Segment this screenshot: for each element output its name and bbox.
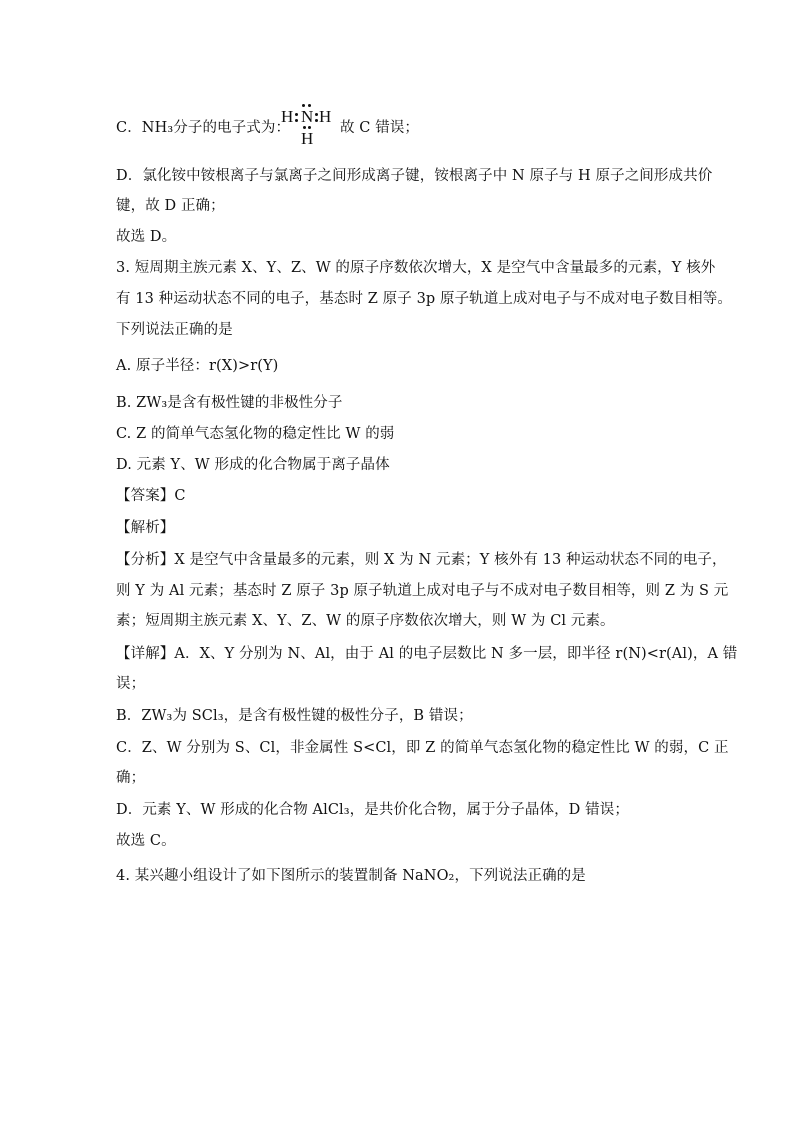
detail-c-cont: 确；	[116, 770, 146, 786]
question-4-stem: 4. 某兴趣小组设计了如下图所示的装置制备 NaNO₂，下列说法正确的是	[116, 868, 586, 884]
detail-c: C．Z、W 分别为 S、Cl，非金属性 S<Cl，即 Z 的简单气态氢化物的稳定性比 W 的弱，C 正	[116, 740, 729, 756]
analysis-label: 【解析】	[116, 520, 175, 536]
question-3-stem: 3. 短周期主族元素 X、Y、Z、W 的原子序数依次增大，X 是空气中含量最多的元素，Y 核外	[116, 260, 716, 276]
q3-option-c: C. Z 的简单气态氢化物的稳定性比 W 的弱	[116, 426, 395, 442]
lewis-n-center: N	[301, 107, 314, 126]
analysis-paragraph-end: 素；短周期主族元素 X、Y、Z、W 的原子序数依次增大，则 W 为 Cl 元素。	[116, 613, 615, 629]
question-3-stem-cont: 有 13 种运动状态不同的电子，基态时 Z 原子 3p 原子轨道上成对电子与不成对电子数目相等。	[116, 291, 732, 307]
bond-dot	[315, 113, 318, 116]
lewis-h-right: H	[319, 107, 332, 126]
option-c-conclusion: 故 C 错误；	[340, 120, 420, 136]
lewis-h-left: H	[281, 107, 294, 126]
bond-dot	[303, 126, 306, 129]
detail-b: B．ZW₃为 SCl₃，是含有极性键的极性分子，B 错误；	[116, 708, 473, 724]
detail-d: D．元素 Y、W 形成的化合物 AlCl₃，是共价化合物，属于分子晶体，D 错误；	[116, 802, 629, 818]
bond-dot	[308, 126, 311, 129]
lone-pair-dot	[302, 104, 305, 107]
lone-pair-dot	[308, 104, 311, 107]
q3-option-d: D. 元素 Y、W 形成的化合物属于离子晶体	[116, 457, 390, 473]
question-3-prompt: 下列说法正确的是	[116, 322, 233, 338]
answer-label: 【答案】C	[116, 488, 186, 504]
q3-option-a: A. 原子半径：r(X)>r(Y)	[116, 358, 279, 374]
analysis-paragraph: 【分析】X 是空气中含量最多的元素，则 X 为 N 元素；Y 核外有 13 种运动状态不同的电子，	[116, 552, 727, 568]
detail-a: 【详解】A．X、Y 分别为 N、Al，由于 Al 的电子层数比 N 多一层，即半径 r(N)<r(Al)，A 错	[116, 646, 738, 662]
answer-select-d: 故选 D。	[116, 229, 177, 245]
lewis-h-bottom: H	[301, 129, 314, 148]
nh3-lewis-structure	[279, 103, 339, 149]
bond-dot	[315, 119, 318, 122]
bond-dot	[295, 119, 298, 122]
option-d-line: D．氯化铵中铵根离子与氯离子之间形成离子键，铵根离子中 N 原子与 H 原子之间形成共价	[116, 168, 713, 184]
q3-option-b: B. ZW₃是含有极性键的非极性分子	[116, 395, 343, 411]
option-d-line-cont: 键，故 D 正确；	[116, 198, 225, 214]
detail-a-cont: 误；	[116, 676, 146, 692]
answer-select-c: 故选 C。	[116, 833, 176, 849]
analysis-paragraph-cont: 则 Y 为 Al 元素；基态时 Z 原子 3p 原子轨道上成对电子与不成对电子数目相等，则 Z 为 S 元	[116, 583, 729, 599]
option-c-line: C．NH₃分子的电子式为：	[116, 120, 291, 136]
bond-dot	[295, 113, 298, 116]
